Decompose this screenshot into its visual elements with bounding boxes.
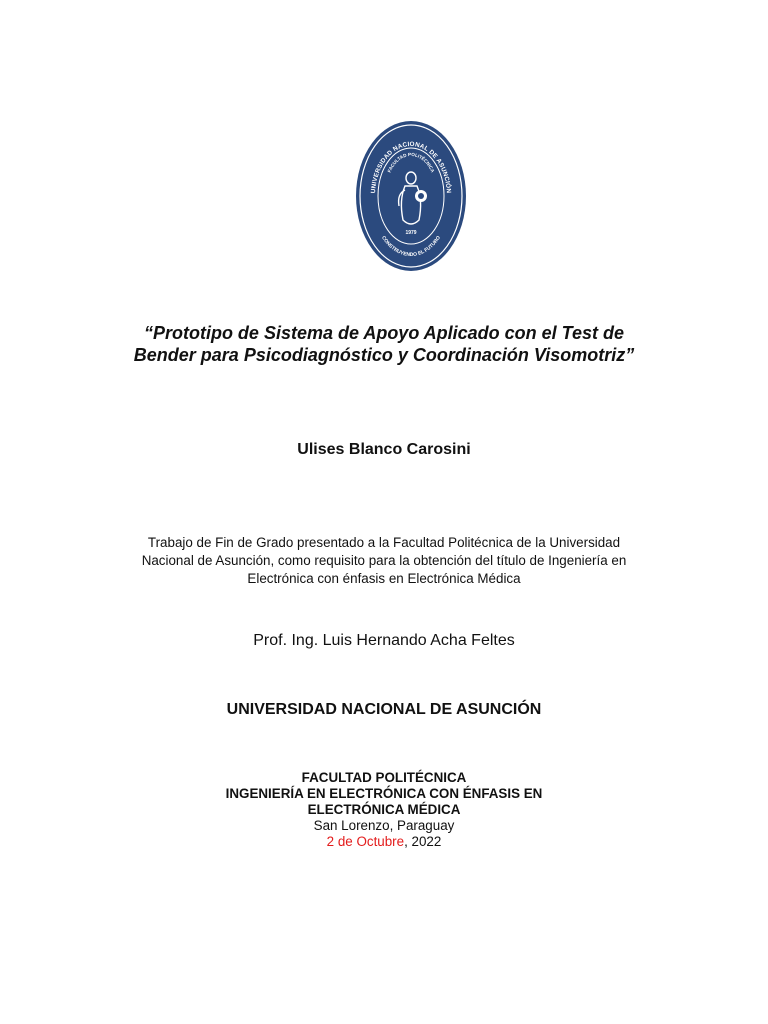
date-highlight: 2 de Octubre xyxy=(326,834,405,849)
thesis-title-line: “Prototipo de Sistema de Apoyo Aplicado con el Test de xyxy=(143,323,625,343)
seal-emblem-icon xyxy=(355,120,467,272)
thesis-description xyxy=(0,534,768,588)
location: San Lorenzo, Paraguay xyxy=(313,818,455,833)
thesis-title xyxy=(0,322,768,366)
faculty-name: FACULTAD POLITÉCNICA xyxy=(301,770,467,785)
seal-ring-text: UNIVERSIDAD NACIONAL DE ASUNCIÓN xyxy=(370,140,452,194)
seal-inner-text: FACULTAD POLITÉCNICA xyxy=(386,151,436,174)
seal-year: 1979 xyxy=(405,230,417,236)
date-year: , 2022 xyxy=(404,834,442,849)
faculty-block xyxy=(0,770,768,850)
description-line: Nacional de Asunción, como requisito para la obtención del título de Ingeniería en xyxy=(141,553,627,568)
program-line: INGENIERÍA EN ELECTRÓNICA CON ÉNFASIS EN xyxy=(225,786,543,801)
university-name: UNIVERSIDAD NACIONAL DE ASUNCIÓN xyxy=(226,701,542,718)
advisor-name: Prof. Ing. Luis Hernando Acha Feltes xyxy=(253,632,515,649)
university-seal xyxy=(355,120,467,272)
seal-motto: CONSTRUYENDO EL FUTURO xyxy=(380,235,442,259)
author-name: Ulises Blanco Carosini xyxy=(297,441,471,458)
description-line: Electrónica con énfasis en Electrónica Médica xyxy=(247,571,521,586)
date-line xyxy=(0,834,768,850)
program-line: ELECTRÓNICA MÉDICA xyxy=(307,802,461,817)
description-line: Trabajo de Fin de Grado presentado a la Facultad Politécnica de la Universidad xyxy=(147,535,621,550)
thesis-title-line: Bender para Psicodiagnóstico y Coordinación Visomotriz” xyxy=(133,345,635,365)
